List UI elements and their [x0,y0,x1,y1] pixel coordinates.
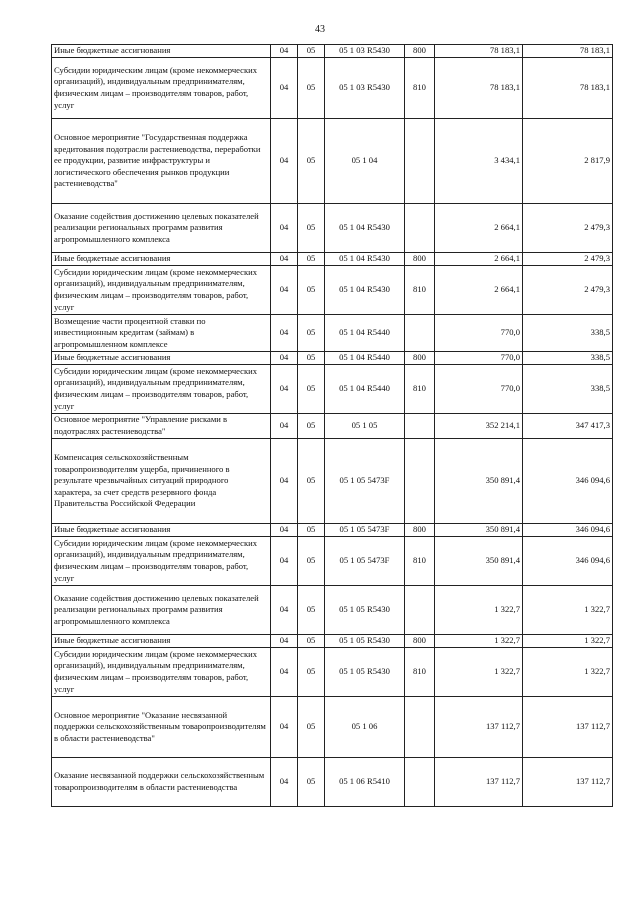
expense-type-code: 800 [405,253,435,266]
target-article-code: 05 1 03 R5430 [325,58,405,119]
expense-type-code [405,119,435,204]
target-article-code: 05 1 05 5473F [325,537,405,586]
subsection-code: 05 [298,635,325,648]
subsection-code: 05 [298,697,325,758]
table-row [52,648,613,697]
executed-amount: 346 094,6 [523,537,613,586]
subsection-code: 05 [298,758,325,807]
subsection-code: 05 [298,315,325,352]
target-article-code: 05 1 05 5473F [325,439,405,524]
planned-amount: 1 322,7 [435,586,523,635]
subsection-code: 05 [298,204,325,253]
budget-item-name: Оказание содействия достижению целевых показателей реализации региональных программ развития агропромышленного комплекса [52,204,271,253]
section-code: 04 [271,586,298,635]
expense-type-code: 800 [405,352,435,365]
section-code: 04 [271,253,298,266]
budget-item-name: Иные бюджетные ассигнования [52,352,271,365]
subsection-code: 05 [298,537,325,586]
executed-amount: 137 112,7 [523,758,613,807]
target-article-code: 05 1 05 R5430 [325,648,405,697]
budget-item-name: Субсидии юридическим лицам (кроме некоммерческих организаций), индивидуальным предпринимателям, физическим лицам – производителям товаров, работ, услуг [52,648,271,697]
subsection-code: 05 [298,414,325,439]
planned-amount: 1 322,7 [435,635,523,648]
section-code: 04 [271,45,298,58]
target-article-code: 05 1 04 R5440 [325,315,405,352]
budget-item-name: Основное мероприятие "Оказание несвязанной поддержки сельскохозяйственным товаропроизводителям в области растениеводства" [52,697,271,758]
executed-amount: 2 479,3 [523,266,613,315]
section-code: 04 [271,204,298,253]
expense-type-code: 810 [405,365,435,414]
executed-amount: 2 479,3 [523,253,613,266]
budget-item-name: Субсидии юридическим лицам (кроме некоммерческих организаций), индивидуальным предпринимателям, физическим лицам – производителям товаров, работ, услуг [52,266,271,315]
executed-amount: 338,5 [523,315,613,352]
target-article-code: 05 1 05 R5430 [325,586,405,635]
table-row [52,45,613,58]
table-row [52,537,613,586]
executed-amount: 78 183,1 [523,45,613,58]
section-code: 04 [271,524,298,537]
budget-item-name: Оказание несвязанной поддержки сельскохозяйственным товаропроизводителям в области растениеводства [52,758,271,807]
executed-amount: 346 094,6 [523,524,613,537]
table-row [52,204,613,253]
section-code: 04 [271,352,298,365]
section-code: 04 [271,365,298,414]
section-code: 04 [271,315,298,352]
subsection-code: 05 [298,524,325,537]
subsection-code: 05 [298,119,325,204]
expense-type-code: 800 [405,524,435,537]
budget-item-name: Основное мероприятие "Управление рисками в подотраслях растениеводства" [52,414,271,439]
planned-amount: 2 664,1 [435,204,523,253]
budget-item-name: Иные бюджетные ассигнования [52,524,271,537]
section-code: 04 [271,758,298,807]
table-row [52,58,613,119]
expense-type-code [405,697,435,758]
subsection-code: 05 [298,253,325,266]
executed-amount: 1 322,7 [523,648,613,697]
target-article-code: 05 1 04 R5430 [325,266,405,315]
section-code: 04 [271,439,298,524]
target-article-code: 05 1 04 R5440 [325,365,405,414]
expense-type-code [405,439,435,524]
subsection-code: 05 [298,266,325,315]
target-article-code: 05 1 03 R5430 [325,45,405,58]
section-code: 04 [271,58,298,119]
planned-amount: 137 112,7 [435,758,523,807]
section-code: 04 [271,537,298,586]
expense-type-code [405,315,435,352]
target-article-code: 05 1 05 5473F [325,524,405,537]
budget-item-name: Возмещение части процентной ставки по инвестиционным кредитам (займам) в агропромышленном комплексе [52,315,271,352]
executed-amount: 2 479,3 [523,204,613,253]
executed-amount: 137 112,7 [523,697,613,758]
section-code: 04 [271,635,298,648]
expense-type-code: 810 [405,648,435,697]
table-row [52,758,613,807]
executed-amount: 346 094,6 [523,439,613,524]
planned-amount: 770,0 [435,365,523,414]
planned-amount: 350 891,4 [435,537,523,586]
planned-amount: 2 664,1 [435,253,523,266]
table-row [52,697,613,758]
subsection-code: 05 [298,439,325,524]
expense-type-code [405,586,435,635]
subsection-code: 05 [298,648,325,697]
budget-item-name: Иные бюджетные ассигнования [52,253,271,266]
page-number: 43 [315,24,325,35]
expense-type-code: 800 [405,635,435,648]
table-row [52,315,613,352]
expense-type-code [405,758,435,807]
section-code: 04 [271,648,298,697]
planned-amount: 770,0 [435,352,523,365]
expense-type-code: 810 [405,266,435,315]
executed-amount: 1 322,7 [523,635,613,648]
subsection-code: 05 [298,352,325,365]
budget-item-name: Субсидии юридическим лицам (кроме некоммерческих организаций), индивидуальным предпринимателям, физическим лицам – производителям товаров, работ, услуг [52,365,271,414]
expense-type-code [405,204,435,253]
executed-amount: 1 322,7 [523,586,613,635]
expense-type-code: 810 [405,537,435,586]
planned-amount: 352 214,1 [435,414,523,439]
section-code: 04 [271,697,298,758]
budget-table [51,44,613,807]
table-row [52,266,613,315]
executed-amount: 78 183,1 [523,58,613,119]
section-code: 04 [271,119,298,204]
table-row [52,365,613,414]
planned-amount: 770,0 [435,315,523,352]
target-article-code: 05 1 06 [325,697,405,758]
target-article-code: 05 1 05 R5430 [325,635,405,648]
table-row [52,414,613,439]
executed-amount: 338,5 [523,352,613,365]
table-row [52,119,613,204]
planned-amount: 2 664,1 [435,266,523,315]
target-article-code: 05 1 04 [325,119,405,204]
subsection-code: 05 [298,365,325,414]
planned-amount: 350 891,4 [435,524,523,537]
budget-item-name: Субсидии юридическим лицам (кроме некоммерческих организаций), индивидуальным предпринимателям, физическим лицам – производителям товаров, работ, услуг [52,58,271,119]
executed-amount: 338,5 [523,365,613,414]
target-article-code: 05 1 06 R5410 [325,758,405,807]
section-code: 04 [271,414,298,439]
budget-item-name: Иные бюджетные ассигнования [52,45,271,58]
target-article-code: 05 1 04 R5430 [325,204,405,253]
budget-item-name: Субсидии юридическим лицам (кроме некоммерческих организаций), индивидуальным предпринимателям, физическим лицам – производителям товаров, работ, услуг [52,537,271,586]
section-code: 04 [271,266,298,315]
expense-type-code: 800 [405,45,435,58]
table-row [52,352,613,365]
planned-amount: 3 434,1 [435,119,523,204]
subsection-code: 05 [298,58,325,119]
table-row [52,635,613,648]
executed-amount: 2 817,9 [523,119,613,204]
budget-item-name: Компенсация сельскохозяйственным товаропроизводителям ущерба, причиненного в результате чрезвычайных ситуаций природного характера, за счет средств резервного фонда Правительства Российской Федерации [52,439,271,524]
planned-amount: 137 112,7 [435,697,523,758]
planned-amount: 78 183,1 [435,58,523,119]
table-row [52,253,613,266]
table-row [52,586,613,635]
target-article-code: 05 1 04 R5440 [325,352,405,365]
planned-amount: 1 322,7 [435,648,523,697]
subsection-code: 05 [298,45,325,58]
target-article-code: 05 1 05 [325,414,405,439]
budget-item-name: Основное мероприятие "Государственная поддержка кредитования подотрасли растениеводства, переработки ее продукции, развитие инфраструктуры и логистического обеспечения рынков продукции растениеводства" [52,119,271,204]
expense-type-code [405,414,435,439]
planned-amount: 350 891,4 [435,439,523,524]
executed-amount: 347 417,3 [523,414,613,439]
budget-item-name: Иные бюджетные ассигнования [52,635,271,648]
table-row [52,524,613,537]
subsection-code: 05 [298,586,325,635]
planned-amount: 78 183,1 [435,45,523,58]
budget-item-name: Оказание содействия достижению целевых показателей реализации региональных программ развития агропромышленного комплекса [52,586,271,635]
expense-type-code: 810 [405,58,435,119]
table-row [52,439,613,524]
target-article-code: 05 1 04 R5430 [325,253,405,266]
